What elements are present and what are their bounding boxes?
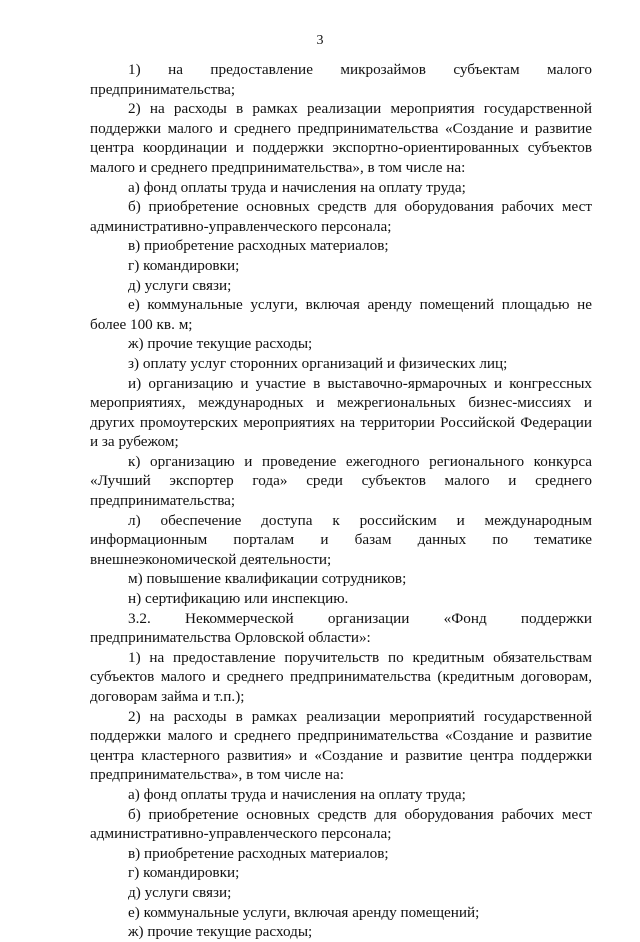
- paragraph-item-k-exporter-contest: к) организацию и проведение ежегодного регионального конкурса «Лучший экспортер года» среди субъектов малого и среднего предпринимательства;: [90, 452, 592, 510]
- paragraph-item-1-guarantees: 1) на предоставление поручительств по кредитным обязательствам субъектов малого и среднего предпринимательства (кредитным договорам, договорам займа и т.п.);: [90, 648, 592, 705]
- paragraph-item-d-communications: д) услуги связи;: [128, 883, 232, 901]
- paragraph-item-2-cluster-center: 2) на расходы в рамках реализации мероприятий государственной поддержки малого и среднего предпринимательства «Создание и развитие центра кластерного развития» и «Создание и развитие центра поддержки предпринимательства», в том числе на:: [90, 707, 592, 784]
- paragraph-item-l-information-portals: л) обеспечение доступа к российским и международным информационным порталам и базам данных по тематике внешнеэкономической деятельности;: [90, 511, 592, 568]
- paragraph-item-i-exhibitions: и) организацию и участие в выставочно-ярмарочных и конгрессных мероприятиях, международных и межрегиональных бизнес-миссиях и других промоутерских мероприятиях на территории Российской Федерации и за рубежом;: [90, 374, 592, 451]
- paragraph-item-1-microloans: 1) на предоставление микрозаймов субъектам малого предпринимательства;: [90, 61, 592, 98]
- paragraph-item-z-third-party-services: з) оплату услуг сторонних организаций и физических лиц;: [128, 354, 508, 372]
- paragraph-item-v-consumables: в) приобретение расходных материалов;: [128, 237, 389, 255]
- paragraph-item-b-fixed-assets: б) приобретение основных средств для оборудования рабочих мест административно-управленческого персонала;: [90, 198, 592, 235]
- paragraph-item-e-utilities: е) коммунальные услуги, включая аренду помещений;: [128, 903, 480, 921]
- paragraph-item-g-business-trips: г) командировки;: [128, 256, 240, 274]
- paragraph-item-zh-other-expenses: ж) прочие текущие расходы;: [128, 923, 313, 941]
- paragraph-item-a-payroll: а) фонд оплаты труда и начисления на оплату труда;: [128, 178, 466, 196]
- paragraph-item-n-certification: н) сертификацию или инспекцию.: [128, 590, 349, 608]
- paragraph-item-d-communications: д) услуги связи;: [128, 276, 232, 294]
- paragraph-item-e-utilities: е) коммунальные услуги, включая аренду помещений площадью не более 100 кв. м;: [90, 296, 592, 333]
- paragraph-item-v-consumables: в) приобретение расходных материалов;: [128, 844, 389, 862]
- page-number: 3: [316, 33, 324, 48]
- paragraph-item-a-payroll: а) фонд оплаты труда и начисления на оплату труда;: [128, 785, 466, 803]
- paragraph-item-b-fixed-assets: б) приобретение основных средств для оборудования рабочих мест административно-управленческого персонала;: [90, 805, 592, 843]
- paragraph-item-2-export-center: 2) на расходы в рамках реализации мероприятия государственной поддержки малого и среднего предпринимательства «Создание и развитие центра координации и поддержки экспортно-ориентированных субъектов малого и среднего предпринимательства», в том числе на:: [90, 100, 592, 176]
- paragraph-item-g-business-trips: г) командировки;: [128, 864, 240, 882]
- paragraph-item-zh-other-expenses: ж) прочие текущие расходы;: [128, 335, 313, 353]
- document-body: [90, 60, 592, 942]
- paragraph-item-m-staff-training: м) повышение квалификации сотрудников;: [128, 570, 407, 588]
- paragraph-section-3-2: 3.2. Некоммерческой организации «Фонд поддержки предпринимательства Орловской области»:: [90, 609, 592, 647]
